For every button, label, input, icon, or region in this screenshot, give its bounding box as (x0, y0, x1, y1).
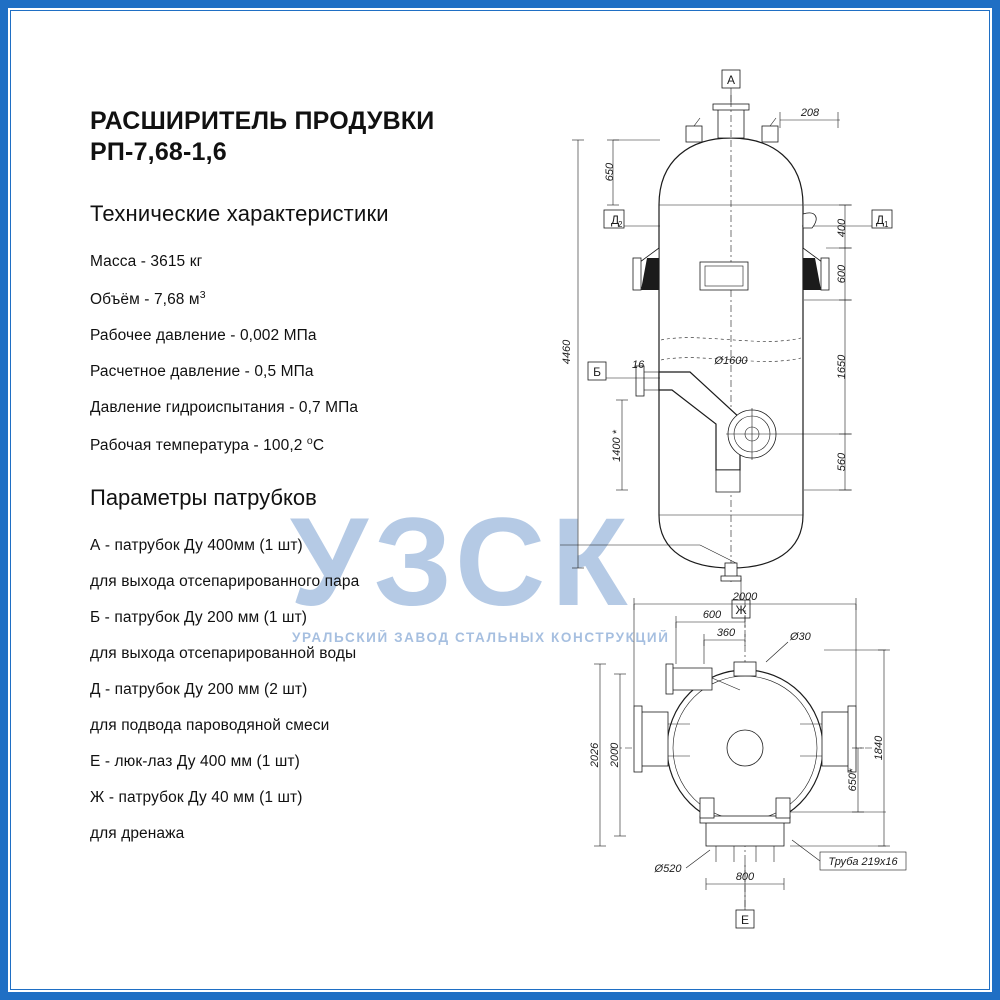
dim-650-right-label: 650* (847, 768, 859, 792)
dim-800-label: 800 (735, 871, 755, 883)
plan-view (589, 591, 906, 930)
mark-d1 (872, 210, 892, 229)
plan-center-nozzle (727, 730, 763, 766)
dim-chain-right (778, 205, 852, 490)
top-branch-left-leader (694, 118, 700, 126)
dim-4460 (561, 140, 584, 568)
plan-bottom-block-body (706, 822, 784, 846)
nozzle-line-b: Б - патрубок Ду 200 мм (1 шт) (90, 609, 308, 627)
dim-d30-label: Ø30 (790, 631, 811, 643)
front-view (560, 70, 892, 618)
mark-b-label: Б (593, 365, 601, 379)
spec-mass-label: Масса - 3615 кг (90, 253, 203, 270)
mark-d1-sub: 1 (884, 220, 889, 229)
dim-1650-label: 1650 (836, 354, 848, 380)
page-title-line1: РАСШИРИТЕЛЬ ПРОДУВКИ (90, 107, 435, 135)
nozzle-b-body (659, 372, 740, 470)
plan-left-flange-body (640, 712, 668, 766)
nozzle-line-b-desc: для выхода отсепарированной воды (90, 645, 357, 663)
specs-heading: Технические характеристики (90, 201, 389, 226)
spec-working-temperature-label: Рабочая температура - 100,2 (90, 437, 307, 455)
nozzle-line-zh: Ж - патрубок Ду 40 мм (1 шт) (90, 789, 303, 807)
spec-design-pressure-label: Расчетное давление - 0,5 МПа (90, 363, 314, 381)
nozzle-line-d: Д - патрубок Ду 200 мм (2 шт) (90, 681, 308, 699)
watermark-logo-text: УЗСК (290, 493, 634, 632)
plan-leg-right (776, 798, 790, 818)
note-pipe-leader (792, 840, 820, 861)
dim-600-label: 600 (836, 264, 848, 284)
nozzle-line-zh-desc: для дренажа (90, 825, 185, 843)
plan-right-flange-face (848, 706, 856, 772)
nozzle-d2-flange (633, 258, 641, 290)
mark-a (722, 70, 740, 100)
nozzle-line-a-desc: для выхода отсепарированного пара (90, 573, 360, 591)
mark-d2-label: Д (611, 213, 620, 227)
nozzle-d1-flange (821, 258, 829, 290)
mark-e-label: Е (740, 913, 750, 927)
dim-d1600-label: Ø1600 (714, 355, 748, 367)
dim-d520-leader (686, 850, 710, 868)
nozzle-line-a: А - патрубок Ду 400мм (1 шт) (90, 537, 303, 555)
dim-d30-leader (766, 642, 788, 662)
plan-top-branch-flange (666, 664, 673, 694)
spec-temperature-degree: o (306, 435, 313, 448)
mark-zh-label: Ж (735, 603, 747, 617)
dim-2026-label: 2026 (589, 742, 601, 768)
plan-dims-left (589, 664, 626, 846)
dim-2000-top-label: 2000 (732, 591, 758, 603)
dim-1840-label: 1840 (873, 735, 885, 761)
dim-16-label: 16 (632, 359, 645, 371)
plan-dims-bottom (654, 850, 784, 890)
note-pipe-label: Труба 219х16 (828, 856, 898, 868)
nozzle-zh-neck (725, 563, 737, 577)
sight-window-inner (705, 266, 743, 286)
plan-left-flange-face (634, 706, 642, 772)
nozzle-b-base (716, 470, 740, 492)
spec-hydrotest-pressure-label: Давление гидроиспытания - 0,7 МПа (90, 399, 359, 417)
zh-leader-diagonal (700, 545, 736, 563)
dim-d520-label: Ø520 (654, 863, 682, 875)
plan-top-branch-body (672, 668, 712, 690)
note-pipe (792, 840, 906, 870)
mark-d1-label: Д (876, 213, 885, 227)
dim-650-label: 650 (604, 162, 616, 182)
spec-volume-sup: 3 (199, 289, 206, 301)
dim-360-label: 360 (716, 627, 736, 639)
dim-2000-left-label: 2000 (609, 742, 621, 768)
nozzle-line-e: Е - люк-лаз Ду 400 мм (1 шт) (90, 753, 300, 771)
nozzle-a (713, 100, 749, 140)
spec-temperature-unit: С (312, 437, 325, 455)
plan-right-flange-body (822, 712, 850, 766)
spec-volume-label: Объём - 7,68 м (90, 291, 200, 309)
plan-top-nozzle (734, 662, 756, 676)
nozzle-zh-flange (721, 576, 741, 581)
plan-leg-left (700, 798, 714, 818)
dim-560-label: 560 (836, 452, 848, 472)
dim-1400 (611, 400, 628, 490)
top-branch-left (686, 126, 702, 142)
dim-208-label: 208 (800, 107, 820, 119)
mark-a-label: А (726, 73, 736, 87)
dim-208 (780, 107, 840, 128)
page-title-line2: РП-7,68-1,6 (90, 137, 227, 166)
mark-d2 (604, 210, 624, 229)
nozzle-zh (721, 563, 741, 581)
nozzle-line-d-desc: для подвода пароводяной смеси (90, 717, 330, 735)
dim-d1600 (713, 355, 748, 367)
top-branch-right (762, 126, 778, 142)
dim-600-top-label: 600 (702, 609, 722, 621)
dim-4460-label: 4460 (561, 339, 573, 365)
spec-working-pressure-label: Рабочее давление - 0,002 МПа (90, 327, 317, 345)
top-branch-right-leader (770, 118, 776, 126)
dim-650-top (604, 140, 660, 205)
nozzles-heading: Параметры патрубков (90, 485, 317, 511)
dim-1400-label: 1400 * (611, 430, 623, 462)
dim-400-label: 400 (836, 218, 848, 238)
mark-b (588, 362, 606, 380)
mark-d2-sub: 2 (618, 220, 623, 229)
watermark-subtitle: УРАЛЬСКИЙ ЗАВОД СТАЛЬНЫХ КОНСТРУКЦИЙ (292, 630, 670, 645)
nozzle-b (636, 366, 740, 492)
